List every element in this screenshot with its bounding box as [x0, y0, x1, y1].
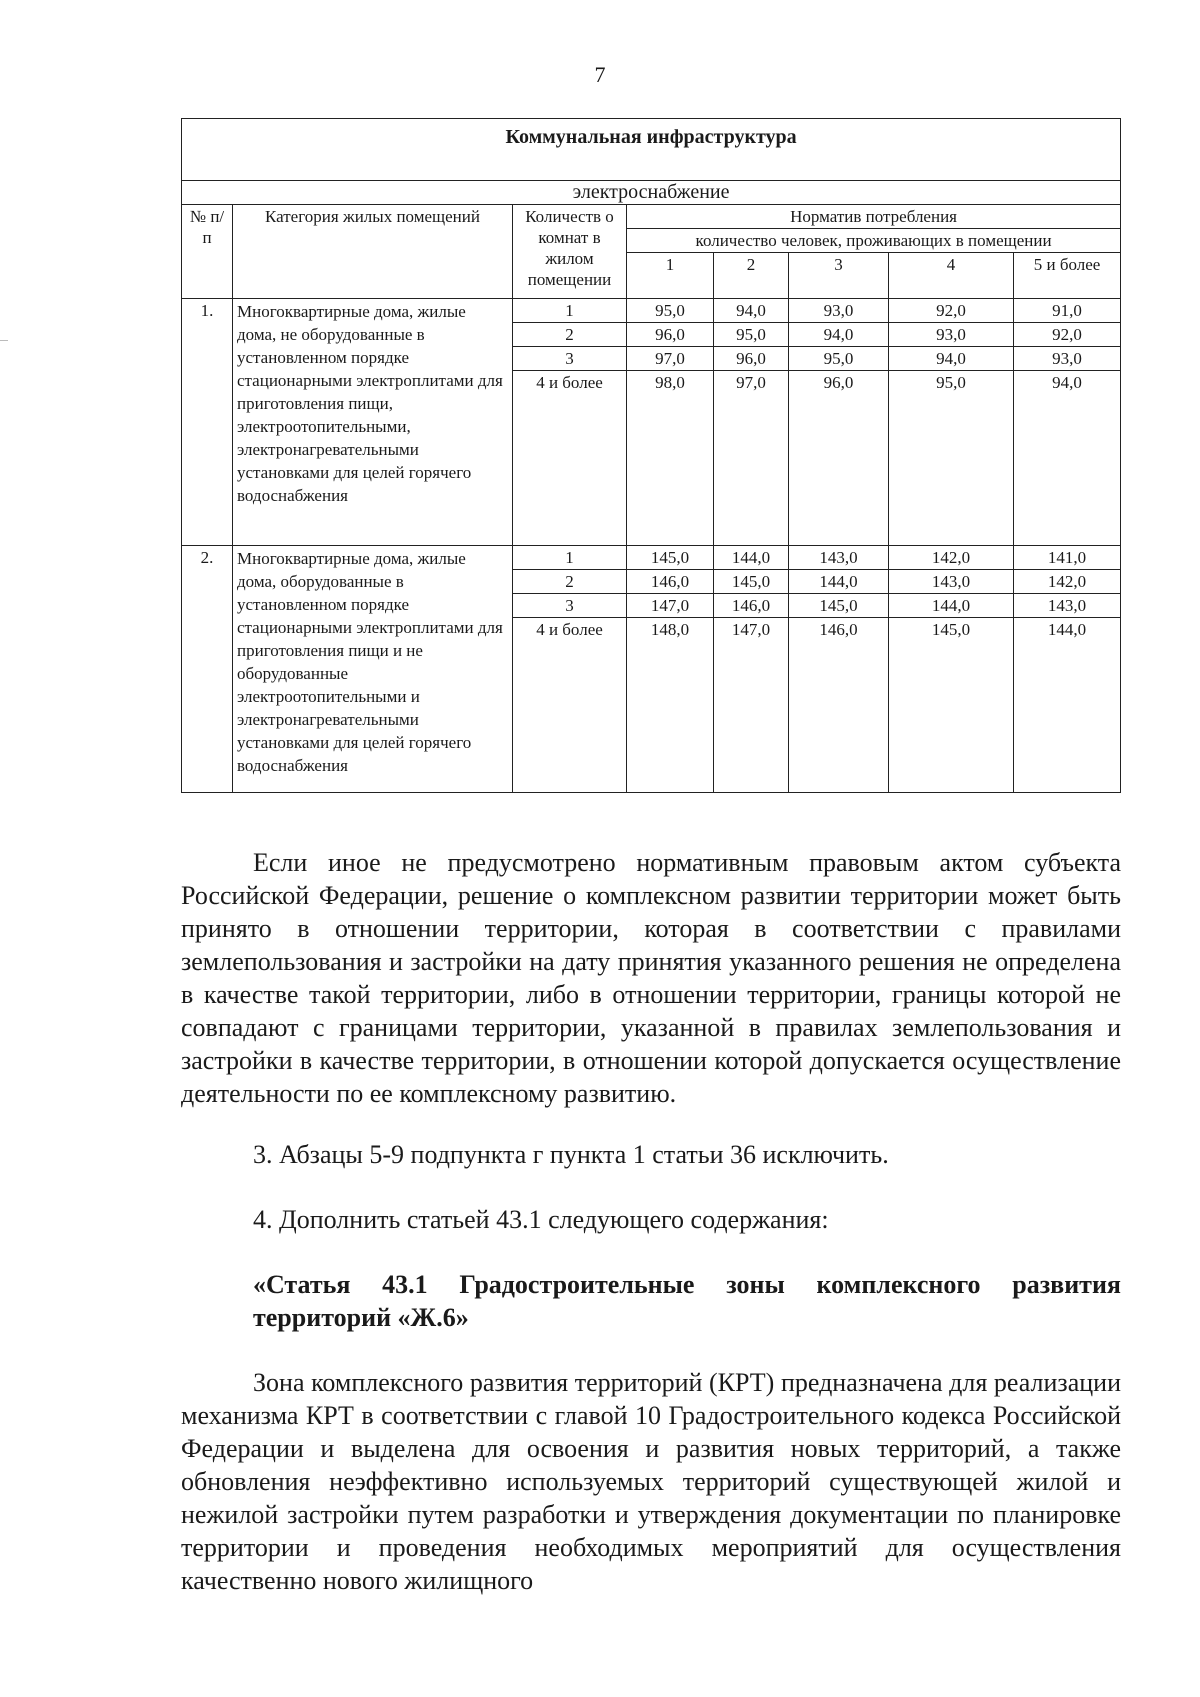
rooms-cell: 3 [513, 594, 627, 618]
rooms-cell: 1 [513, 546, 627, 570]
value-cell: 141,0 [1014, 546, 1121, 570]
value-cell: 142,0 [889, 546, 1014, 570]
page-number: 7 [594, 62, 606, 87]
row-category: Многоквартирные дома, жилые дома, не оборудованные в установленном порядке стационарными электроплитами для приготовления пищи, электроотопительными, электронагревательными установками для целей горячего водоснабжения [233, 299, 513, 546]
rooms-cell: 3 [513, 347, 627, 371]
rooms-cell: 4 и более [513, 618, 627, 793]
header-norm: Норматив потребления [627, 205, 1121, 229]
value-cell: 96,0 [714, 347, 789, 371]
value-cell: 144,0 [789, 570, 889, 594]
header-persons-3: 3 [789, 253, 889, 299]
header-persons: количество человек, проживающих в помещении [627, 229, 1121, 253]
value-cell: 143,0 [1014, 594, 1121, 618]
value-cell: 92,0 [889, 299, 1014, 323]
value-cell: 147,0 [714, 618, 789, 793]
header-persons-2: 2 [714, 253, 789, 299]
paragraph-krt-decision: Если иное не предусмотрено нормативным правовым актом субъекта Российской Федерации, решение о комплексном развитии территории может быть принято в отношении территории, которая в соответствии с правилами землепользования и застройки на дату принятия указанного решения не определена в качестве такой территории, либо в отношении территории, границы которой не совпадают с границами территории, указанной в правилах землепользования и застройки в качестве территории, в отношении которой допускается осуществление деятельности по ее комплексному развитию. [181, 848, 1121, 1108]
rooms-cell: 1 [513, 299, 627, 323]
value-cell: 92,0 [1014, 323, 1121, 347]
value-cell: 95,0 [789, 347, 889, 371]
value-cell: 98,0 [627, 371, 714, 546]
scan-mark [0, 340, 8, 341]
header-num: № п/п [182, 205, 233, 299]
header-persons-5: 5 и более [1014, 253, 1121, 299]
header-persons-4: 4 [889, 253, 1014, 299]
value-cell: 143,0 [789, 546, 889, 570]
value-cell: 96,0 [789, 371, 889, 546]
value-cell: 145,0 [714, 570, 789, 594]
table-row [182, 546, 1121, 570]
row-category: Многоквартирные дома, жилые дома, оборудованные в установленном порядке стационарными электроплитами для приготовления пищи и не оборудованные электроотопительными и электронагревательными установками для целей горячего водоснабжения [233, 546, 513, 793]
value-cell: 145,0 [889, 618, 1014, 793]
value-cell: 145,0 [627, 546, 714, 570]
value-cell: 144,0 [1014, 618, 1121, 793]
value-cell: 91,0 [1014, 299, 1121, 323]
value-cell: 142,0 [1014, 570, 1121, 594]
value-cell: 146,0 [714, 594, 789, 618]
value-cell: 94,0 [789, 323, 889, 347]
value-cell: 147,0 [627, 594, 714, 618]
header-persons-1: 1 [627, 253, 714, 299]
value-cell: 144,0 [714, 546, 789, 570]
header-category: Категория жилых помещений [233, 205, 513, 299]
value-cell: 97,0 [627, 347, 714, 371]
rooms-cell: 2 [513, 323, 627, 347]
norms-table [181, 118, 1121, 793]
value-cell: 93,0 [889, 323, 1014, 347]
row-num: 2. [182, 546, 233, 793]
row-num: 1. [182, 299, 233, 546]
item-4: 4. Дополнить статьей 43.1 следующего содержания: [253, 1205, 829, 1234]
table-subtitle: электроснабжение [182, 181, 1121, 205]
value-cell: 94,0 [889, 347, 1014, 371]
value-cell: 144,0 [889, 594, 1014, 618]
value-cell: 146,0 [789, 618, 889, 793]
rooms-cell: 2 [513, 570, 627, 594]
table-title: Коммунальная инфраструктура [182, 119, 1121, 181]
article-heading: «Статья 43.1 Градостроительные зоны комплексного развития территорий «Ж.6» [253, 1270, 1121, 1332]
value-cell: 96,0 [627, 323, 714, 347]
value-cell: 93,0 [789, 299, 889, 323]
value-cell: 94,0 [1014, 371, 1121, 546]
value-cell: 146,0 [627, 570, 714, 594]
header-rooms: Количеств о комнат в жилом помещении [513, 205, 627, 299]
value-cell: 94,0 [714, 299, 789, 323]
rooms-cell: 4 и более [513, 371, 627, 546]
item-3: 3. Абзацы 5-9 подпункта г пункта 1 статьи 36 исключить. [253, 1140, 889, 1169]
value-cell: 97,0 [714, 371, 789, 546]
value-cell: 95,0 [627, 299, 714, 323]
value-cell: 95,0 [889, 371, 1014, 546]
value-cell: 143,0 [889, 570, 1014, 594]
value-cell: 145,0 [789, 594, 889, 618]
paragraph-krt-zone: Зона комплексного развития территорий (КРТ) предназначена для реализации механизма КРТ в соответствии с главой 10 Градостроительного кодекса Российской Федерации и выделена для освоения и развития новых территорий, а также обновления неэффективно используемых территорий существующей жилой и нежилой застройки путем разработки и утверждения документации по планировке территории и проведения необходимых мероприятий для осуществления качественно нового жилищного [181, 1368, 1121, 1595]
table-row [182, 299, 1121, 323]
value-cell: 93,0 [1014, 347, 1121, 371]
value-cell: 148,0 [627, 618, 714, 793]
value-cell: 95,0 [714, 323, 789, 347]
